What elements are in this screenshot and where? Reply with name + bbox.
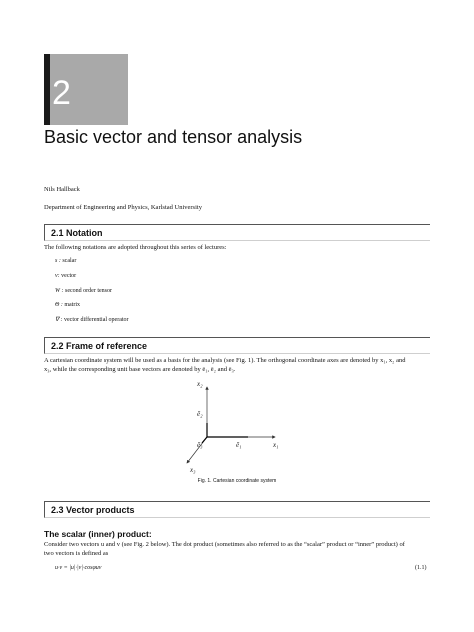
- notation-intro: The following notations are adopted throughout this series of lectures:: [44, 244, 227, 251]
- notation-item: [55, 258, 76, 264]
- x1-label: x₁: [273, 441, 279, 449]
- e3-base-vector: [202, 437, 207, 443]
- chapter-accent-bar: [44, 54, 50, 125]
- notation-symbol: v:: [55, 273, 60, 279]
- notation-item: [55, 302, 80, 308]
- author-affiliation: Department of Engineering and Physics, Karlstad University: [44, 204, 202, 211]
- e3-label: ē₃: [197, 441, 203, 449]
- notation-desc: vector differential operator: [64, 317, 129, 323]
- subsection-heading: The scalar (inner) product:: [44, 529, 152, 539]
- section-heading-frame: [44, 337, 430, 354]
- notation-desc: vector: [61, 273, 77, 279]
- section-title: 2.1 Notation: [51, 228, 103, 238]
- notation-symbol: W :: [55, 288, 64, 294]
- chapter-number: 2: [52, 74, 71, 112]
- e2-label: ē₂: [197, 410, 203, 418]
- section-heading-vector-products: [44, 501, 430, 518]
- notation-symbol: s :: [55, 258, 61, 264]
- x2-label: x₂: [197, 380, 203, 388]
- notation-desc: matrix: [64, 302, 81, 308]
- notation-item: [55, 288, 112, 294]
- author-name: Nils Hallback: [44, 186, 80, 193]
- equation: u·v = |u|·|v|·cosφuv: [55, 565, 102, 571]
- section-heading-notation: [44, 224, 430, 241]
- e1-label: ē₁: [236, 441, 242, 449]
- notation-item: [55, 273, 76, 279]
- vector-paragraph-line: Consider two vectors u and v (see Fig. 2 below). The dot product (sometimes also referred to as the “scalar” product or “inner” product) of: [44, 541, 405, 548]
- figure-caption: Fig. 1. Cartesian coordinate system: [197, 478, 277, 484]
- notation-desc: scalar: [62, 258, 77, 264]
- notation-symbol: ∇ :: [55, 317, 63, 323]
- notation-desc: second order tensor: [65, 288, 112, 294]
- equation-number: (1.1): [415, 565, 427, 571]
- section-title: 2.2 Frame of reference: [51, 341, 148, 351]
- notation-item: [55, 316, 129, 323]
- notation-symbol: Θ :: [55, 302, 63, 308]
- chapter-title: Basic vector and tensor analysis: [44, 127, 303, 147]
- section-title: 2.3 Vector products: [51, 505, 135, 515]
- vector-paragraph-line: two vectors is defined as: [44, 550, 109, 557]
- x3-label: x₃: [190, 466, 196, 474]
- frame-paragraph-line: A cartesian coordinate system will be used as a basis for the analysis (see Fig. 1). The orthogonal coordinate axes are denoted by x₁, x₂ and: [44, 357, 406, 364]
- frame-paragraph-line: x₃, while the corresponding unit base vectors are denoted by ē₁, ē₂ and ē₃.: [44, 366, 236, 373]
- coordinate-system-figure: [160, 375, 320, 485]
